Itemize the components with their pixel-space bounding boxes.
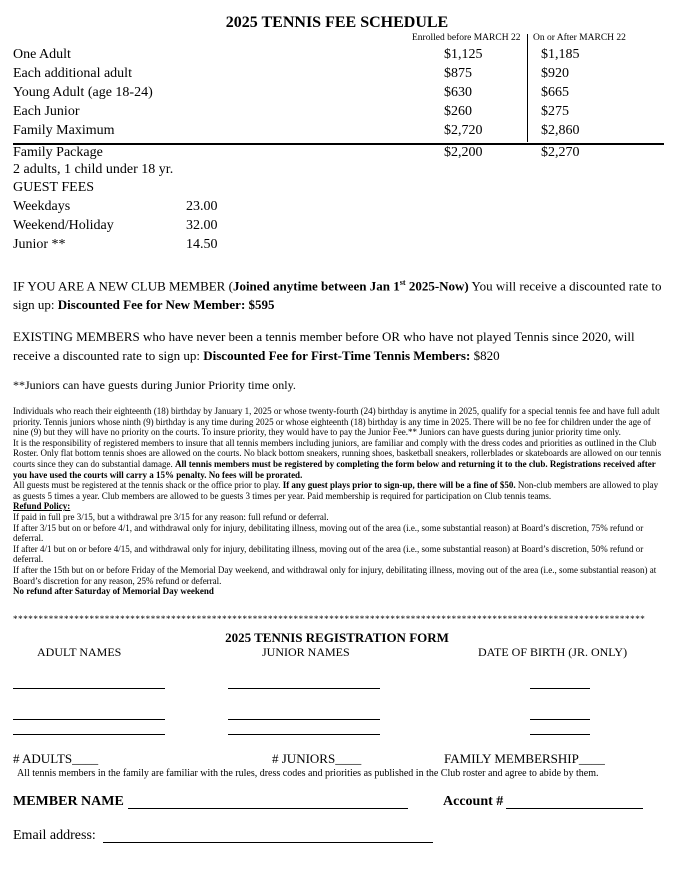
refund-rule: If after 3/15 but on or before 4/1, and withdrawal only for injury, debilitating illness, moving out of the area (i.e., some substantial reason) at Board’s discretion, 75% refund or deferral. xyxy=(13,522,644,544)
column-header-after: On or After MARCH 22 xyxy=(533,33,626,43)
registration-form-title: 2025 TENNIS REGISTRATION FORM xyxy=(225,630,449,645)
column-header-before: Enrolled before MARCH 22 xyxy=(412,33,521,43)
account-number-label: Account # xyxy=(443,794,504,809)
family-package-label: Family Package xyxy=(13,145,103,160)
family-package-after: $2,270 xyxy=(541,145,580,160)
new-member-paragraph: IF YOU ARE A NEW CLUB MEMBER (Joined anytime between Jan 1st 2025-Now) You will receive a discounted rate to sign up: Discounted Fee for New Member: $595 xyxy=(13,278,662,313)
date-of-birth-field[interactable] xyxy=(530,688,590,689)
juniors-count-field[interactable]: # JUNIORS____ xyxy=(272,751,362,766)
fee-before: $260 xyxy=(444,104,472,119)
family-membership-field[interactable]: FAMILY MEMBERSHIP____ xyxy=(444,751,605,766)
guest-fee-value: 14.50 xyxy=(186,237,218,252)
adult-name-field[interactable] xyxy=(13,719,165,720)
fee-row-label: Each additional adult xyxy=(13,66,132,81)
fee-before: $630 xyxy=(444,85,472,100)
fee-after: $2,860 xyxy=(541,123,580,138)
fee-before: $875 xyxy=(444,66,472,81)
guest-fees-heading: GUEST FEES xyxy=(13,180,95,195)
column-divider xyxy=(527,34,528,142)
fee-before: $1,125 xyxy=(444,47,483,62)
separator: **************************************************************************************************************************** xyxy=(13,614,646,624)
email-label: Email address: xyxy=(13,828,96,843)
guest-fee-value: 32.00 xyxy=(186,218,218,233)
page-title: 2025 TENNIS FEE SCHEDULE xyxy=(225,14,449,31)
fee-after: $275 xyxy=(541,104,569,119)
fee-after: $1,185 xyxy=(541,47,580,62)
junior-name-field[interactable] xyxy=(228,719,380,720)
junior-name-field[interactable] xyxy=(228,734,380,735)
junior-name-field[interactable] xyxy=(228,688,380,689)
adults-count-field[interactable]: # ADULTS____ xyxy=(13,751,99,766)
existing-member-paragraph: EXISTING MEMBERS who have never been a tennis member before OR who have not played Tennis since 2020, will receive a discounted rate to sign up: Discounted Fee for First-Time Tennis Members: $820 xyxy=(13,329,635,363)
fee-after: $920 xyxy=(541,66,569,81)
dress-code-paragraph: It is the responsibility of registered members to insure that all tennis members including juniors, are familiar and comply with the dress codes and priorities as outlined in the Club Roster. Only flat bottom tennis shoes are allowed on the courts. No black bottom sneakers, running shoes, basketball sneakers, rollerblades or skateboards are allowed on our tennis courts since they can do substantial damage. All tennis members must be registered by completing the form below and returning it to the club. Registrations received after you have used the courts will carry a 15% penalty. No fees will be prorated. xyxy=(13,437,662,480)
fee-row-label: One Adult xyxy=(13,47,71,62)
refund-rule: If after 4/1 but on or before 4/15, and withdrawal only for injury, debilitating illness, moving out of the area (i.e., some substantial reason) at Board’s discretion, 50% refund or deferral. xyxy=(13,543,644,565)
date-of-birth-header: DATE OF BIRTH (JR. ONLY) xyxy=(478,645,628,659)
agreement-statement: All tennis members in the family are familiar with the rules, dress codes and priorities as published in the Club roster and agree to abide by them. xyxy=(17,768,599,779)
member-name-field[interactable] xyxy=(128,808,408,809)
email-field[interactable] xyxy=(103,842,433,843)
refund-rule: If after the 15th but on or before Friday of the Memorial Day weekend, and withdrawal only for injury, debilitating illness, moving out of the area (i.e., some substantial reason) at Board’s discretion for any reason, 25% refund or deferral. xyxy=(13,564,657,586)
fee-row-label: Young Adult (age 18-24) xyxy=(13,85,153,100)
junior-names-header: JUNIOR NAMES xyxy=(262,645,350,659)
no-refund-note: No refund after Saturday of Memorial Day weekend xyxy=(13,586,214,597)
date-of-birth-field[interactable] xyxy=(530,734,590,735)
adult-name-field[interactable] xyxy=(13,688,165,689)
guest-fee-label: Junior ** xyxy=(13,237,66,252)
juniors-note: **Juniors can have guests during Junior Priority time only. xyxy=(13,378,296,392)
guest-fee-label: Weekend/Holiday xyxy=(13,218,114,233)
refund-policy-heading: Refund Policy: xyxy=(13,501,71,512)
guest-fee-value: 23.00 xyxy=(186,199,218,214)
adult-names-header: ADULT NAMES xyxy=(37,645,122,659)
guest-policy-paragraph: All guests must be registered at the tennis shack or the office prior to play. If any guest plays prior to sign-up, there will be a fine of $50. Non-club members are allowed to play as guests 5 times a year. Club members are allowed to be guests 3 times per year. Paid membership is required for participation on Club tennis teams. xyxy=(13,480,659,501)
eligibility-paragraph: Individuals who reach their eighteenth (18) birthday by January 1, 2025 or whose twenty-fourth (24) birthday is anytime in 2025, qualify for a special tennis fee and have full adult priority. Tennis juniors whose ninth (9) birthday is any time during 2025 or whose eighteenth (18) birthday is any time in 2025. There will be no fee for children under the age of nine (9) but they will have no priority on the courts. To insure priority, they would have to pay the Junior Fee.** Juniors can have guests during junior priority time only. xyxy=(13,406,660,438)
fee-row-label: Each Junior xyxy=(13,104,80,119)
family-package-sub: 2 adults, 1 child under 18 yr. xyxy=(13,162,174,177)
fine-print xyxy=(13,406,663,597)
date-of-birth-field[interactable] xyxy=(530,719,590,720)
guest-fee-label: Weekdays xyxy=(13,199,71,214)
fee-after: $665 xyxy=(541,85,569,100)
adult-name-field[interactable] xyxy=(13,734,165,735)
fee-before: $2,720 xyxy=(444,123,483,138)
refund-rule: If paid in full pre 3/15, but a withdrawal pre 3/15 for any reason: full refund or deferral. xyxy=(13,511,329,522)
family-package-before: $2,200 xyxy=(444,145,483,160)
account-number-field[interactable] xyxy=(506,808,643,809)
member-name-label: MEMBER NAME xyxy=(13,794,124,809)
fee-row-label: Family Maximum xyxy=(13,123,115,138)
